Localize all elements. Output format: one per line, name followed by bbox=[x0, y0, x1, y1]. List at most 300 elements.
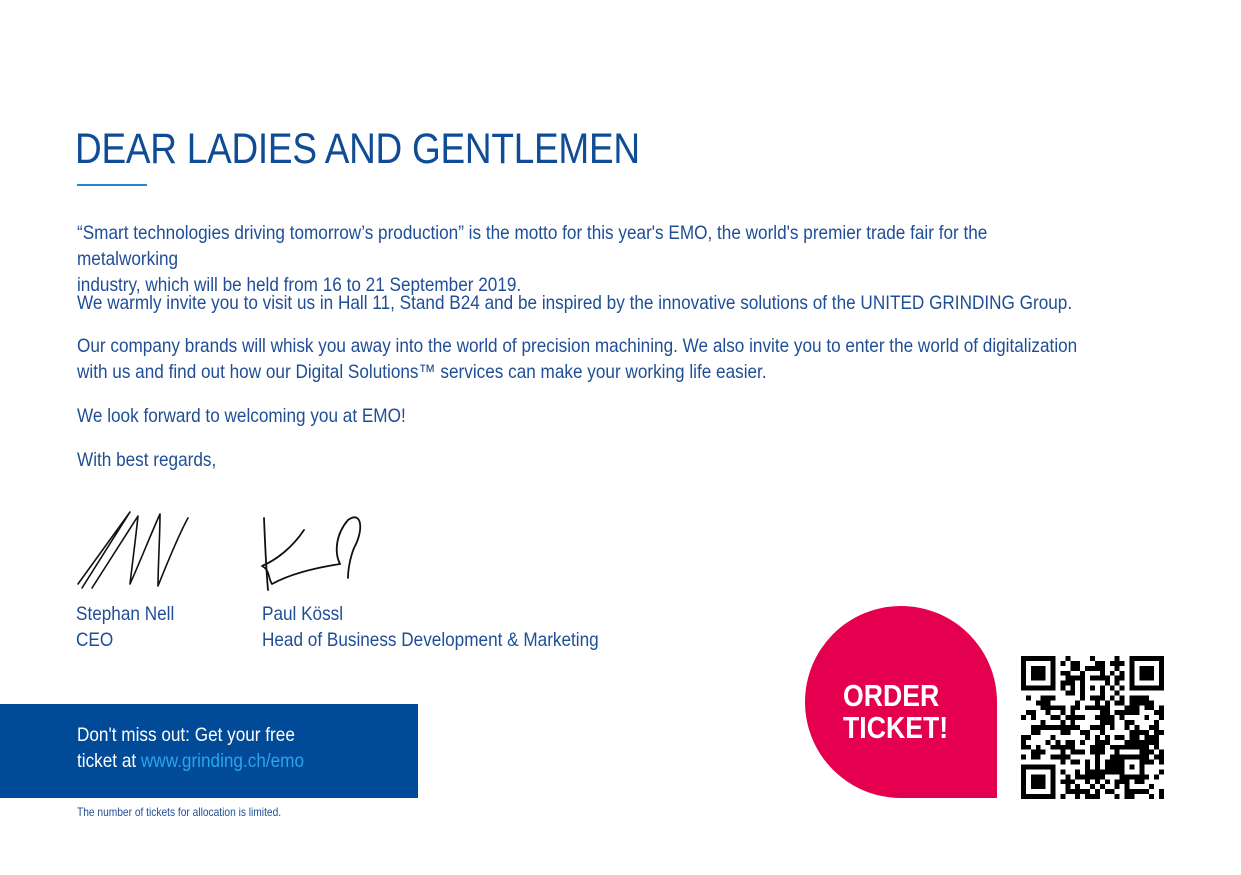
qr-module bbox=[1129, 681, 1134, 686]
qr-module bbox=[1115, 755, 1120, 760]
qr-module bbox=[1110, 745, 1115, 750]
qr-module bbox=[1159, 681, 1164, 686]
qr-module bbox=[1095, 774, 1100, 779]
qr-module bbox=[1095, 705, 1100, 710]
qr-module bbox=[1149, 750, 1154, 755]
qr-module bbox=[1100, 710, 1105, 715]
ticket-link[interactable]: www.grinding.ch/emo bbox=[140, 750, 305, 772]
qr-module bbox=[1134, 700, 1139, 705]
qr-module bbox=[1110, 686, 1115, 691]
qr-module bbox=[1149, 671, 1154, 676]
qr-module bbox=[1115, 735, 1120, 740]
qr-module bbox=[1036, 774, 1041, 779]
qr-module bbox=[1120, 671, 1125, 676]
qr-module bbox=[1056, 715, 1061, 720]
qr-module bbox=[1100, 671, 1105, 676]
qr-module bbox=[1115, 666, 1120, 671]
qr-module bbox=[1041, 700, 1046, 705]
qr-module bbox=[1129, 700, 1134, 705]
qr-module bbox=[1129, 735, 1134, 740]
qr-module bbox=[1095, 666, 1100, 671]
qr-module bbox=[1065, 671, 1070, 676]
qr-module bbox=[1115, 769, 1120, 774]
qr-module bbox=[1021, 769, 1026, 774]
qr-module bbox=[1115, 700, 1120, 705]
qr-module bbox=[1051, 745, 1056, 750]
qr-module bbox=[1149, 735, 1154, 740]
qr-module bbox=[1100, 691, 1105, 696]
qr-module bbox=[1144, 695, 1149, 700]
intro-line-2: industry, which will be held from 16 to 21 September 2019. bbox=[77, 274, 522, 296]
qr-module bbox=[1056, 740, 1061, 745]
qr-module bbox=[1085, 730, 1090, 735]
qr-module bbox=[1125, 755, 1130, 760]
qr-module bbox=[1139, 760, 1144, 765]
qr-module bbox=[1120, 695, 1125, 700]
order-ticket-label[interactable] bbox=[843, 680, 948, 744]
qr-module bbox=[1026, 686, 1031, 691]
qr-module bbox=[1080, 774, 1085, 779]
qr-module bbox=[1144, 745, 1149, 750]
qr-module bbox=[1105, 779, 1110, 784]
qr-module bbox=[1021, 755, 1026, 760]
qr-module bbox=[1051, 794, 1056, 799]
qr-module bbox=[1139, 671, 1144, 676]
qr-module bbox=[1134, 789, 1139, 794]
qr-module bbox=[1090, 676, 1095, 681]
qr-module bbox=[1075, 725, 1080, 730]
signer-2-title: Head of Business Development & Marketing bbox=[262, 629, 599, 651]
qr-module bbox=[1105, 676, 1110, 681]
qr-module bbox=[1065, 784, 1070, 789]
title-underline bbox=[77, 184, 147, 186]
qr-module bbox=[1105, 760, 1110, 765]
qr-module bbox=[1070, 725, 1075, 730]
qr-module bbox=[1095, 700, 1100, 705]
qr-module bbox=[1120, 686, 1125, 691]
qr-module bbox=[1070, 760, 1075, 765]
qr-module bbox=[1100, 725, 1105, 730]
qr-module bbox=[1080, 686, 1085, 691]
qr-module bbox=[1041, 656, 1046, 661]
qr-module bbox=[1139, 686, 1144, 691]
qr-module bbox=[1090, 769, 1095, 774]
qr-module bbox=[1129, 710, 1134, 715]
qr-module bbox=[1080, 671, 1085, 676]
qr-module bbox=[1051, 789, 1056, 794]
qr-module bbox=[1144, 671, 1149, 676]
qr-module bbox=[1021, 794, 1026, 799]
qr-module bbox=[1090, 750, 1095, 755]
qr-module bbox=[1149, 700, 1154, 705]
qr-module bbox=[1100, 769, 1105, 774]
qr-module bbox=[1134, 710, 1139, 715]
qr-module bbox=[1036, 779, 1041, 784]
qr-module bbox=[1095, 745, 1100, 750]
qr-module bbox=[1031, 671, 1036, 676]
qr-module bbox=[1144, 666, 1149, 671]
qr-module bbox=[1095, 740, 1100, 745]
qr-module bbox=[1115, 779, 1120, 784]
qr-module bbox=[1154, 686, 1159, 691]
qr-module bbox=[1110, 725, 1115, 730]
qr-module bbox=[1051, 695, 1056, 700]
qr-module bbox=[1041, 774, 1046, 779]
qr-module bbox=[1046, 695, 1051, 700]
qr-module bbox=[1090, 745, 1095, 750]
qr-module bbox=[1041, 764, 1046, 769]
qr-module bbox=[1129, 676, 1134, 681]
qr-module bbox=[1021, 784, 1026, 789]
qr-module bbox=[1110, 755, 1115, 760]
qr-module bbox=[1110, 715, 1115, 720]
qr-module bbox=[1159, 676, 1164, 681]
qr-module bbox=[1036, 750, 1041, 755]
qr-module bbox=[1159, 715, 1164, 720]
qr-module bbox=[1154, 730, 1159, 735]
qr-module bbox=[1154, 745, 1159, 750]
qr-module bbox=[1056, 725, 1061, 730]
qr-module bbox=[1021, 666, 1026, 671]
qr-module bbox=[1031, 715, 1036, 720]
qr-module bbox=[1105, 700, 1110, 705]
signature-stephan-nell bbox=[74, 506, 196, 594]
qr-module bbox=[1041, 784, 1046, 789]
qr-module bbox=[1065, 691, 1070, 696]
qr-module bbox=[1095, 779, 1100, 784]
qr-module bbox=[1085, 705, 1090, 710]
qr-module bbox=[1021, 671, 1026, 676]
qr-module bbox=[1149, 686, 1154, 691]
qr-module bbox=[1065, 715, 1070, 720]
qr-module bbox=[1139, 755, 1144, 760]
qr-module bbox=[1046, 656, 1051, 661]
qr-module bbox=[1070, 715, 1075, 720]
qr-code-icon[interactable] bbox=[1021, 656, 1164, 799]
qr-module bbox=[1115, 760, 1120, 765]
qr-module bbox=[1105, 764, 1110, 769]
qr-module bbox=[1100, 750, 1105, 755]
qr-module bbox=[1125, 784, 1130, 789]
qr-module bbox=[1095, 755, 1100, 760]
qr-module bbox=[1100, 745, 1105, 750]
qr-module bbox=[1129, 666, 1134, 671]
qr-module bbox=[1031, 755, 1036, 760]
qr-module bbox=[1031, 764, 1036, 769]
qr-module bbox=[1080, 691, 1085, 696]
qr-module bbox=[1134, 745, 1139, 750]
qr-module bbox=[1065, 725, 1070, 730]
promo-line-2-prefix: ticket at bbox=[77, 750, 141, 772]
qr-module bbox=[1115, 784, 1120, 789]
qr-module bbox=[1036, 686, 1041, 691]
qr-module bbox=[1090, 686, 1095, 691]
qr-module bbox=[1031, 779, 1036, 784]
qr-module bbox=[1031, 730, 1036, 735]
qr-module bbox=[1105, 720, 1110, 725]
qr-module bbox=[1085, 735, 1090, 740]
qr-module bbox=[1139, 764, 1144, 769]
qr-module bbox=[1149, 725, 1154, 730]
qr-module bbox=[1065, 681, 1070, 686]
qr-module bbox=[1031, 666, 1036, 671]
qr-module bbox=[1115, 681, 1120, 686]
qr-module bbox=[1026, 794, 1031, 799]
qr-module bbox=[1120, 769, 1125, 774]
qr-module bbox=[1129, 764, 1134, 769]
qr-module bbox=[1031, 774, 1036, 779]
qr-module bbox=[1120, 779, 1125, 784]
qr-module bbox=[1070, 789, 1075, 794]
qr-module bbox=[1115, 750, 1120, 755]
qr-module bbox=[1031, 710, 1036, 715]
qr-module bbox=[1070, 750, 1075, 755]
qr-module bbox=[1021, 764, 1026, 769]
qr-module bbox=[1051, 656, 1056, 661]
qr-module bbox=[1110, 720, 1115, 725]
promo-line-2 bbox=[77, 748, 304, 774]
qr-module bbox=[1134, 730, 1139, 735]
qr-module bbox=[1051, 784, 1056, 789]
qr-module bbox=[1090, 794, 1095, 799]
qr-module bbox=[1041, 666, 1046, 671]
qr-module bbox=[1085, 760, 1090, 765]
qr-module bbox=[1144, 686, 1149, 691]
qr-module bbox=[1046, 794, 1051, 799]
qr-module bbox=[1090, 725, 1095, 730]
qr-module bbox=[1021, 656, 1026, 661]
qr-module bbox=[1041, 686, 1046, 691]
qr-module bbox=[1120, 661, 1125, 666]
qr-module bbox=[1125, 710, 1130, 715]
qr-module bbox=[1080, 730, 1085, 735]
qr-module bbox=[1139, 695, 1144, 700]
qr-module bbox=[1159, 661, 1164, 666]
intro-line-1: “Smart technologies driving tomorrow’s production” is the motto for this year's EMO, the world's premier trade fair for the metalworking bbox=[77, 222, 988, 270]
qr-module bbox=[1144, 755, 1149, 760]
qr-module bbox=[1051, 686, 1056, 691]
qr-module bbox=[1041, 779, 1046, 784]
qr-module bbox=[1085, 789, 1090, 794]
qr-module bbox=[1154, 725, 1159, 730]
qr-module bbox=[1129, 755, 1134, 760]
qr-module bbox=[1149, 740, 1154, 745]
qr-module bbox=[1060, 730, 1065, 735]
qr-module bbox=[1090, 705, 1095, 710]
qr-module bbox=[1144, 656, 1149, 661]
qr-module bbox=[1134, 705, 1139, 710]
qr-module bbox=[1036, 666, 1041, 671]
qr-module bbox=[1105, 769, 1110, 774]
qr-module bbox=[1075, 700, 1080, 705]
qr-module bbox=[1139, 779, 1144, 784]
qr-module bbox=[1159, 730, 1164, 735]
qr-module bbox=[1041, 720, 1046, 725]
intro-paragraph bbox=[77, 220, 1089, 298]
qr-module bbox=[1144, 774, 1149, 779]
qr-module bbox=[1036, 730, 1041, 735]
qr-module bbox=[1065, 730, 1070, 735]
qr-module bbox=[1051, 705, 1056, 710]
qr-module bbox=[1095, 676, 1100, 681]
qr-module bbox=[1110, 695, 1115, 700]
qr-module bbox=[1139, 700, 1144, 705]
qr-module bbox=[1046, 705, 1051, 710]
qr-module bbox=[1085, 794, 1090, 799]
qr-module bbox=[1154, 735, 1159, 740]
qr-module bbox=[1129, 671, 1134, 676]
signer-2 bbox=[262, 601, 599, 653]
qr-module bbox=[1070, 745, 1075, 750]
qr-module bbox=[1060, 720, 1065, 725]
qr-module bbox=[1041, 676, 1046, 681]
qr-module bbox=[1105, 740, 1110, 745]
qr-module bbox=[1075, 794, 1080, 799]
qr-module bbox=[1154, 720, 1159, 725]
qr-module bbox=[1095, 695, 1100, 700]
qr-module bbox=[1031, 750, 1036, 755]
qr-module bbox=[1139, 750, 1144, 755]
qr-module bbox=[1139, 656, 1144, 661]
signer-1-title: CEO bbox=[76, 629, 114, 651]
qr-module bbox=[1036, 671, 1041, 676]
qr-module bbox=[1090, 774, 1095, 779]
qr-module bbox=[1125, 740, 1130, 745]
qr-module bbox=[1075, 666, 1080, 671]
qr-module bbox=[1060, 750, 1065, 755]
qr-module bbox=[1095, 769, 1100, 774]
qr-module bbox=[1100, 705, 1105, 710]
qr-module bbox=[1085, 666, 1090, 671]
qr-module bbox=[1051, 769, 1056, 774]
qr-module bbox=[1021, 740, 1026, 745]
qr-module bbox=[1100, 661, 1105, 666]
qr-module bbox=[1065, 676, 1070, 681]
qr-module bbox=[1090, 666, 1095, 671]
qr-module bbox=[1095, 715, 1100, 720]
qr-module bbox=[1115, 710, 1120, 715]
qr-module bbox=[1129, 730, 1134, 735]
qr-module bbox=[1060, 794, 1065, 799]
qr-module bbox=[1159, 755, 1164, 760]
qr-module bbox=[1125, 794, 1130, 799]
qr-module bbox=[1159, 760, 1164, 765]
qr-module bbox=[1090, 656, 1095, 661]
qr-module bbox=[1149, 676, 1154, 681]
qr-module bbox=[1026, 735, 1031, 740]
qr-module bbox=[1110, 769, 1115, 774]
qr-module bbox=[1065, 740, 1070, 745]
qr-module bbox=[1120, 715, 1125, 720]
qr-module bbox=[1041, 671, 1046, 676]
qr-module bbox=[1075, 705, 1080, 710]
qr-module bbox=[1134, 686, 1139, 691]
qr-module bbox=[1154, 710, 1159, 715]
qr-module bbox=[1060, 705, 1065, 710]
qr-module bbox=[1139, 774, 1144, 779]
qr-module bbox=[1036, 656, 1041, 661]
qr-module bbox=[1125, 705, 1130, 710]
signer-1-name: Stephan Nell bbox=[76, 603, 175, 625]
qr-module bbox=[1051, 661, 1056, 666]
qr-module bbox=[1075, 769, 1080, 774]
qr-module bbox=[1115, 676, 1120, 681]
qr-module bbox=[1139, 769, 1144, 774]
qr-module bbox=[1070, 720, 1075, 725]
qr-module bbox=[1051, 725, 1056, 730]
qr-module bbox=[1105, 735, 1110, 740]
qr-module bbox=[1139, 730, 1144, 735]
qr-module bbox=[1070, 710, 1075, 715]
qr-module bbox=[1110, 764, 1115, 769]
qr-module bbox=[1120, 735, 1125, 740]
qr-module bbox=[1080, 676, 1085, 681]
qr-module bbox=[1129, 740, 1134, 745]
qr-module bbox=[1115, 764, 1120, 769]
qr-module bbox=[1105, 789, 1110, 794]
qr-module bbox=[1139, 666, 1144, 671]
qr-module bbox=[1021, 789, 1026, 794]
qr-module bbox=[1125, 745, 1130, 750]
qr-module bbox=[1159, 686, 1164, 691]
qr-module bbox=[1095, 661, 1100, 666]
qr-module bbox=[1060, 755, 1065, 760]
qr-module bbox=[1060, 681, 1065, 686]
signer-2-name: Paul Kössl bbox=[262, 603, 344, 625]
qr-module bbox=[1159, 656, 1164, 661]
qr-module bbox=[1060, 760, 1065, 765]
qr-module bbox=[1144, 715, 1149, 720]
qr-module bbox=[1134, 725, 1139, 730]
qr-module bbox=[1110, 760, 1115, 765]
qr-module bbox=[1036, 676, 1041, 681]
qr-module bbox=[1134, 695, 1139, 700]
qr-module bbox=[1120, 755, 1125, 760]
brands-line-1: Our company brands will whisk you away into the world of precision machining. We also invite you to enter the world of digitalization bbox=[77, 335, 1078, 357]
qr-module bbox=[1125, 774, 1130, 779]
brands-line-2: with us and find out how our Digital Solutions™ services can make your working life easier. bbox=[77, 361, 767, 383]
qr-module bbox=[1065, 774, 1070, 779]
qr-module bbox=[1129, 686, 1134, 691]
qr-module bbox=[1144, 705, 1149, 710]
order-label-line-2: TICKET! bbox=[843, 710, 949, 745]
qr-module bbox=[1051, 774, 1056, 779]
qr-module bbox=[1115, 656, 1120, 661]
qr-module bbox=[1120, 764, 1125, 769]
qr-module bbox=[1134, 779, 1139, 784]
qr-module bbox=[1144, 730, 1149, 735]
qr-module bbox=[1159, 710, 1164, 715]
qr-module bbox=[1125, 779, 1130, 784]
qr-module bbox=[1159, 750, 1164, 755]
qr-module bbox=[1090, 784, 1095, 789]
page-title: DEAR LADIES AND GENTLEMEN bbox=[75, 125, 640, 173]
order-label-line-1: ORDER bbox=[843, 678, 940, 713]
qr-module bbox=[1021, 715, 1026, 720]
qr-module bbox=[1041, 705, 1046, 710]
qr-module bbox=[1065, 789, 1070, 794]
qr-module bbox=[1036, 784, 1041, 789]
fine-print: The number of tickets for allocation is limited. bbox=[77, 805, 282, 819]
qr-module bbox=[1051, 735, 1056, 740]
qr-module bbox=[1051, 676, 1056, 681]
qr-module bbox=[1095, 789, 1100, 794]
qr-module bbox=[1100, 774, 1105, 779]
qr-module bbox=[1105, 681, 1110, 686]
qr-module bbox=[1095, 725, 1100, 730]
qr-module bbox=[1105, 710, 1110, 715]
qr-module bbox=[1080, 740, 1085, 745]
